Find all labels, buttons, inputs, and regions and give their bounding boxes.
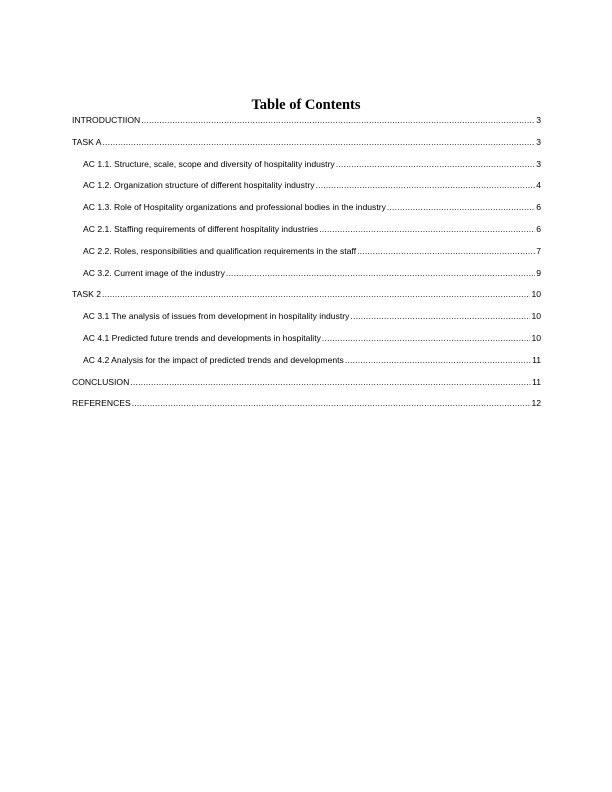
toc-entry-ac-2-2[interactable] — [72, 244, 541, 266]
dot-leader — [350, 310, 530, 322]
toc-entry-conclusion[interactable] — [72, 375, 541, 397]
dot-leader — [102, 136, 535, 148]
toc-page-number: 3 — [536, 136, 541, 147]
toc-page-number: 3 — [536, 158, 541, 169]
toc-entry-label: AC 3.1 The analysis of issues from development in hospitality industry — [83, 311, 350, 322]
toc-entry-ac-1-1[interactable] — [72, 157, 541, 179]
toc-page-number: 12 — [531, 398, 541, 409]
toc-entry-task-a[interactable] — [72, 135, 541, 157]
toc-page-number: 10 — [531, 332, 541, 343]
toc-page-number: 10 — [531, 311, 541, 322]
toc-page-number: 4 — [536, 180, 541, 191]
toc-list — [72, 113, 541, 418]
dot-leader — [322, 332, 531, 344]
dot-leader — [357, 245, 535, 257]
dot-leader — [345, 354, 531, 366]
dot-leader — [316, 179, 536, 191]
toc-entry-label: AC 1.3. Role of Hospitality organizations and professional bodies in the industry — [83, 202, 386, 213]
toc-entry-ac-3-1[interactable] — [72, 309, 541, 331]
toc-page-number: 11 — [532, 354, 541, 365]
toc-entry-label: AC 2.2. Roles, responsibilities and qualification requirements in the staff — [83, 245, 357, 256]
toc-page-number: 9 — [536, 267, 541, 278]
dot-leader — [130, 376, 531, 388]
toc-entry-ac-1-3[interactable] — [72, 200, 541, 222]
toc-entry-ac-3-2[interactable] — [72, 266, 541, 288]
toc-entry-label: AC 3.2. Current image of the industry — [83, 267, 225, 278]
toc-entry-ac-1-2[interactable] — [72, 178, 541, 200]
toc-page-number: 11 — [532, 376, 541, 387]
dot-leader — [132, 397, 531, 409]
toc-page-number: 3 — [536, 115, 541, 125]
toc-entry-label: AC 4.2 Analysis for the impact of predicted trends and developments — [83, 354, 344, 365]
toc-entry-references[interactable] — [72, 396, 541, 418]
toc-entry-label: AC 2.1. Staffing requirements of different hospitality industries — [83, 223, 319, 234]
page-title: Table of Contents — [251, 97, 361, 113]
toc-entry-label: AC 1.1. Structure, scale, scope and diversity of hospitality industry — [83, 158, 335, 169]
dot-leader — [336, 158, 535, 170]
toc-entry-label: INTRODUCTIION — [72, 115, 141, 125]
toc-entry-ac-4-1[interactable] — [72, 331, 541, 353]
toc-entry-label: AC 1.2. Organization structure of different hospitality industry — [83, 180, 315, 191]
toc-page-number: 7 — [536, 245, 541, 256]
dot-leader — [387, 201, 535, 213]
toc-entry-label: TASK A — [72, 136, 102, 147]
toc-page-number: 6 — [536, 202, 541, 213]
toc-page-number: 6 — [536, 223, 541, 234]
toc-entry-ac-2-1[interactable] — [72, 222, 541, 244]
dot-leader — [141, 114, 535, 126]
toc-entry-label: REFERENCES — [72, 398, 131, 409]
dot-leader — [102, 288, 530, 300]
toc-entry-task-2[interactable] — [72, 287, 541, 309]
toc-page-number: 10 — [531, 289, 541, 300]
toc-entry-label: CONCLUSION — [72, 376, 130, 387]
toc-entry-label: TASK 2 — [72, 289, 101, 300]
toc-entry-introduction[interactable] — [72, 113, 541, 135]
dot-leader — [319, 223, 535, 235]
dot-leader — [226, 267, 535, 279]
toc-entry-ac-4-2[interactable] — [72, 353, 541, 375]
toc-entry-label: AC 4.1 Predicted future trends and developments in hospitality — [83, 332, 321, 343]
